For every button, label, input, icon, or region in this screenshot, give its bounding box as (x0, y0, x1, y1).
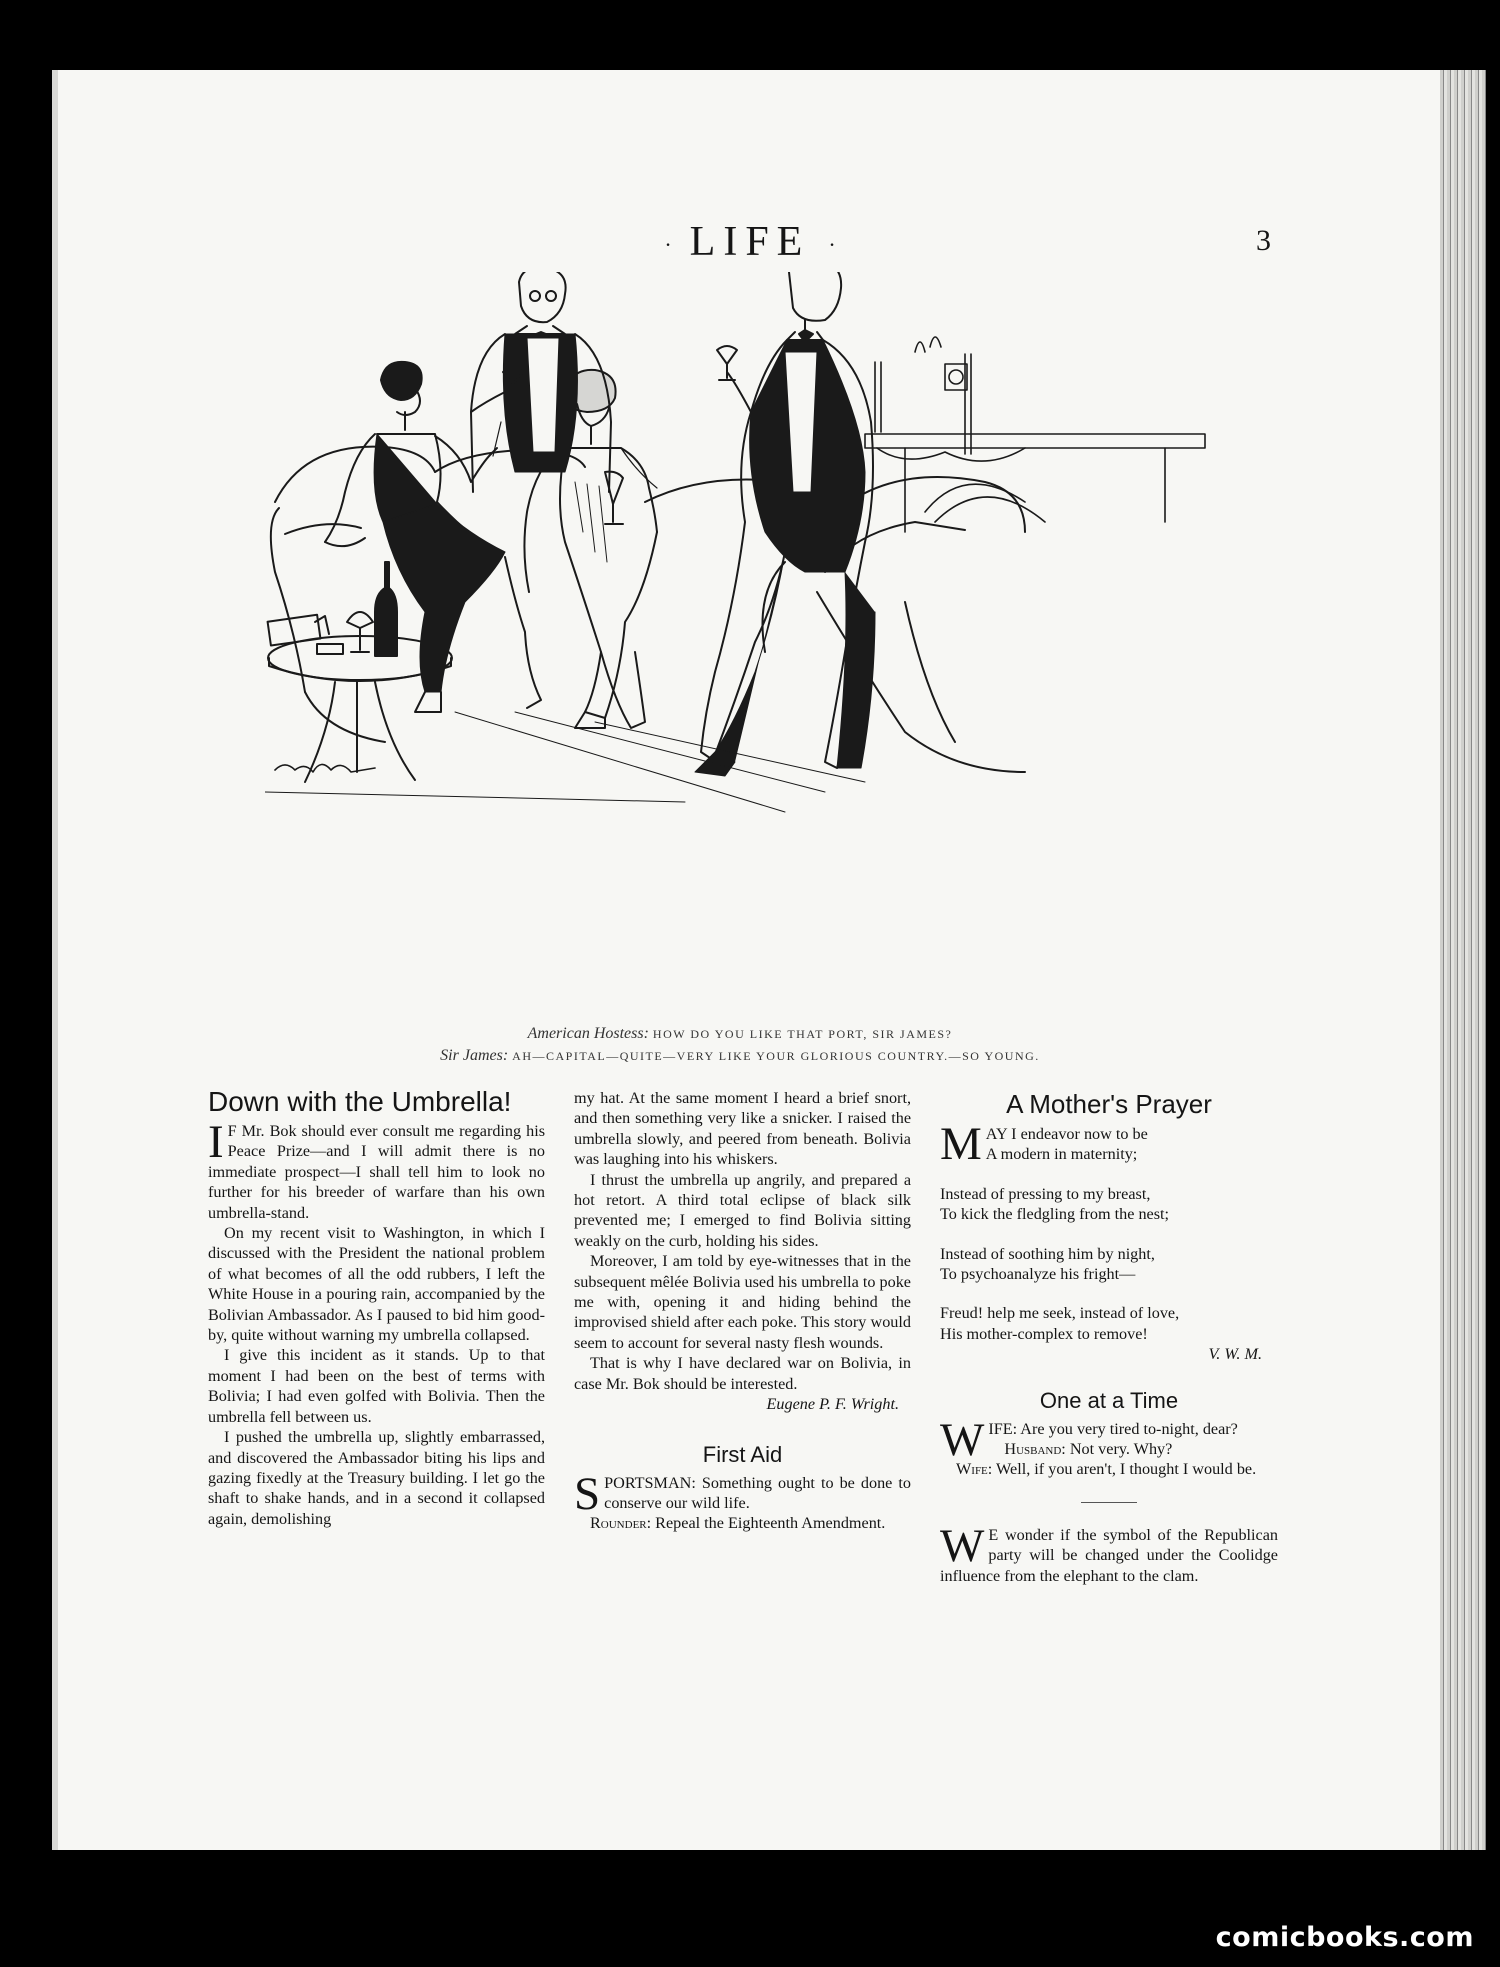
one-at-a-time-text-3: : Well, if you aren't, I thought I would be. (987, 1460, 1257, 1479)
poem-line-4: To kick the fledgling from the nest; (940, 1205, 1170, 1224)
column-right (940, 1088, 1278, 1586)
poem-line-1-text: AY I endeavor now to be (985, 1125, 1148, 1143)
one-at-a-time-speaker-2: Husband (1004, 1440, 1062, 1459)
one-at-a-time-speaker-1: IFE (988, 1419, 1013, 1438)
masthead-dot-right: · (828, 232, 836, 258)
one-at-a-time-title: One at a Time (1039, 1387, 1179, 1413)
one-at-a-time-dropcap: W (940, 1413, 985, 1466)
floor-drawing (265, 712, 865, 812)
republican-note-dropcap: W (940, 1519, 985, 1572)
one-at-a-time-line-2 (940, 1439, 1278, 1459)
poem-line-8: His mother-complex to remove! (940, 1324, 1148, 1343)
artist-signature-drawing (275, 764, 375, 772)
cartoon-caption-line-2 (265, 1047, 1215, 1065)
poem-line-7: Freud! help me seek, instead of love, (940, 1304, 1180, 1323)
first-aid-dropcap: S (574, 1467, 601, 1520)
caption-speaker-1: American Hostess: (527, 1025, 649, 1042)
umbrella-paragraph-8: That is why I have declared war on Bolivia, in case Mr. Bok should be interested. (574, 1354, 911, 1393)
mothers-prayer-title: A Mother's Prayer (1006, 1089, 1212, 1119)
umbrella-paragraph-6: I thrust the umbrella up angrily, and prepared a hot retort. A third total eclipse of black silk prevented me; I emerged to find Bolivia sitting weakly on the curb, holding his sides. (574, 1170, 911, 1250)
umbrella-paragraph-4: I pushed the umbrella up, slightly embarrassed, and discovered the Ambassador biting his lips and gazing fixedly at the Treasury building. I let go the shaft to shake hands, and in a second it collapsed again, demolishing (208, 1428, 545, 1528)
first-aid-title: First Aid (702, 1441, 783, 1467)
poem-signature: V. W. M. (1208, 1345, 1262, 1364)
poem-line-2: A modern in maternity; (985, 1145, 1138, 1164)
watermark: comicbooks.com (1215, 1922, 1474, 1953)
column-left (208, 1085, 545, 1529)
umbrella-paragraph-2: On my recent visit to Washington, in which I discussed with the President the national problem of what becomes of all the odd rubbers, I left the White House in a pouring rain, accompanied by the Bolivian Ambassador. As I paused to bid him good-by, quite without warning my umbrella collapsed. (208, 1224, 545, 1345)
masthead (0, 218, 1500, 266)
first-aid-line-2 (574, 1513, 911, 1533)
umbrella-paragraph-5: my hat. At the same moment I heard a brief snort, and then something very like a snicker. I raised the umbrella slowly, and peered from beneath. Bolivia was laughing into his whiskers. (574, 1089, 911, 1169)
umbrella-signature: Eugene P. F. Wright. (766, 1395, 899, 1414)
umbrella-paragraph-3: I give this incident as it stands. Up to that moment I had been on the best of terms with Bolivia; I had even golfed with Bolivia. Then the umbrella fell between us. (208, 1346, 545, 1426)
section-divider (1081, 1502, 1137, 1503)
umbrella-article-title: Down with the Umbrella! (208, 1086, 512, 1117)
first-aid-text-2: : Repeal the Eighteenth Amendment. (646, 1514, 886, 1533)
masthead-dot-left: · (664, 232, 672, 258)
republican-note-text: E wonder if the symbol of the Republican party will be changed under the Coolidge influence from the elephant to the clam. (940, 1525, 1278, 1585)
one-at-a-time-speaker-3: Wife (956, 1460, 988, 1479)
umbrella-paragraph-1-text: F Mr. Bok should ever consult me regarding his Peace Prize—and I will admit there is no immediate prospect—I shall tell him to look no further for his breeder of warfare than his own umbrella-stand. (208, 1122, 545, 1222)
page-number: 3 (1256, 224, 1271, 257)
umbrella-dropcap: I (208, 1116, 224, 1168)
republican-note (940, 1519, 1278, 1586)
umbrella-paragraph-1 (208, 1116, 545, 1223)
column-center (574, 1088, 911, 1534)
poem-line-3: Instead of pressing to my breast, (940, 1184, 1151, 1203)
standing-gentleman-drawing (695, 272, 875, 776)
poem-line-5: Instead of soothing him by night, (940, 1244, 1155, 1263)
masthead-title: LIFE (689, 219, 811, 265)
umbrella-paragraph-7: Moreover, I am told by eye-witnesses that in the subsequent mêlée Bolivia used his umbrella to poke me with, opening it and hiding behind the improvised shield after each poke. This story would seem to account for several nasty flesh wounds. (574, 1252, 911, 1352)
poem-dropcap: M (940, 1118, 982, 1170)
one-at-a-time-text-2: : Not very. Why? (1061, 1440, 1173, 1459)
one-at-a-time-line-3 (940, 1459, 1278, 1479)
page-edges (1440, 70, 1486, 1850)
first-aid-speaker-1: PORTSMAN (604, 1473, 692, 1492)
cartoon-caption (265, 1025, 1215, 1043)
first-aid-speaker-2: Rounder (590, 1514, 647, 1533)
caption-speech-2: AH—CAPITAL—QUITE—VERY LIKE YOUR GLORIOUS COUNTRY.—SO YOUNG. (512, 1049, 1040, 1063)
fireplace-drawing (865, 337, 1205, 532)
first-aid-line-1 (574, 1467, 911, 1520)
first-aid-text-1: : Something ought to be done to conserve our wild life. (604, 1473, 911, 1512)
poem-line-6: To psychoanalyze his fright— (940, 1265, 1136, 1284)
caption-speaker-2: Sir James: (440, 1047, 509, 1064)
one-at-a-time-text-1: : Are you very tired to-night, dear? (1012, 1419, 1238, 1438)
cartoon-illustration (265, 272, 1215, 1020)
caption-speech-1: HOW DO YOU LIKE THAT PORT, SIR JAMES? (652, 1027, 953, 1041)
